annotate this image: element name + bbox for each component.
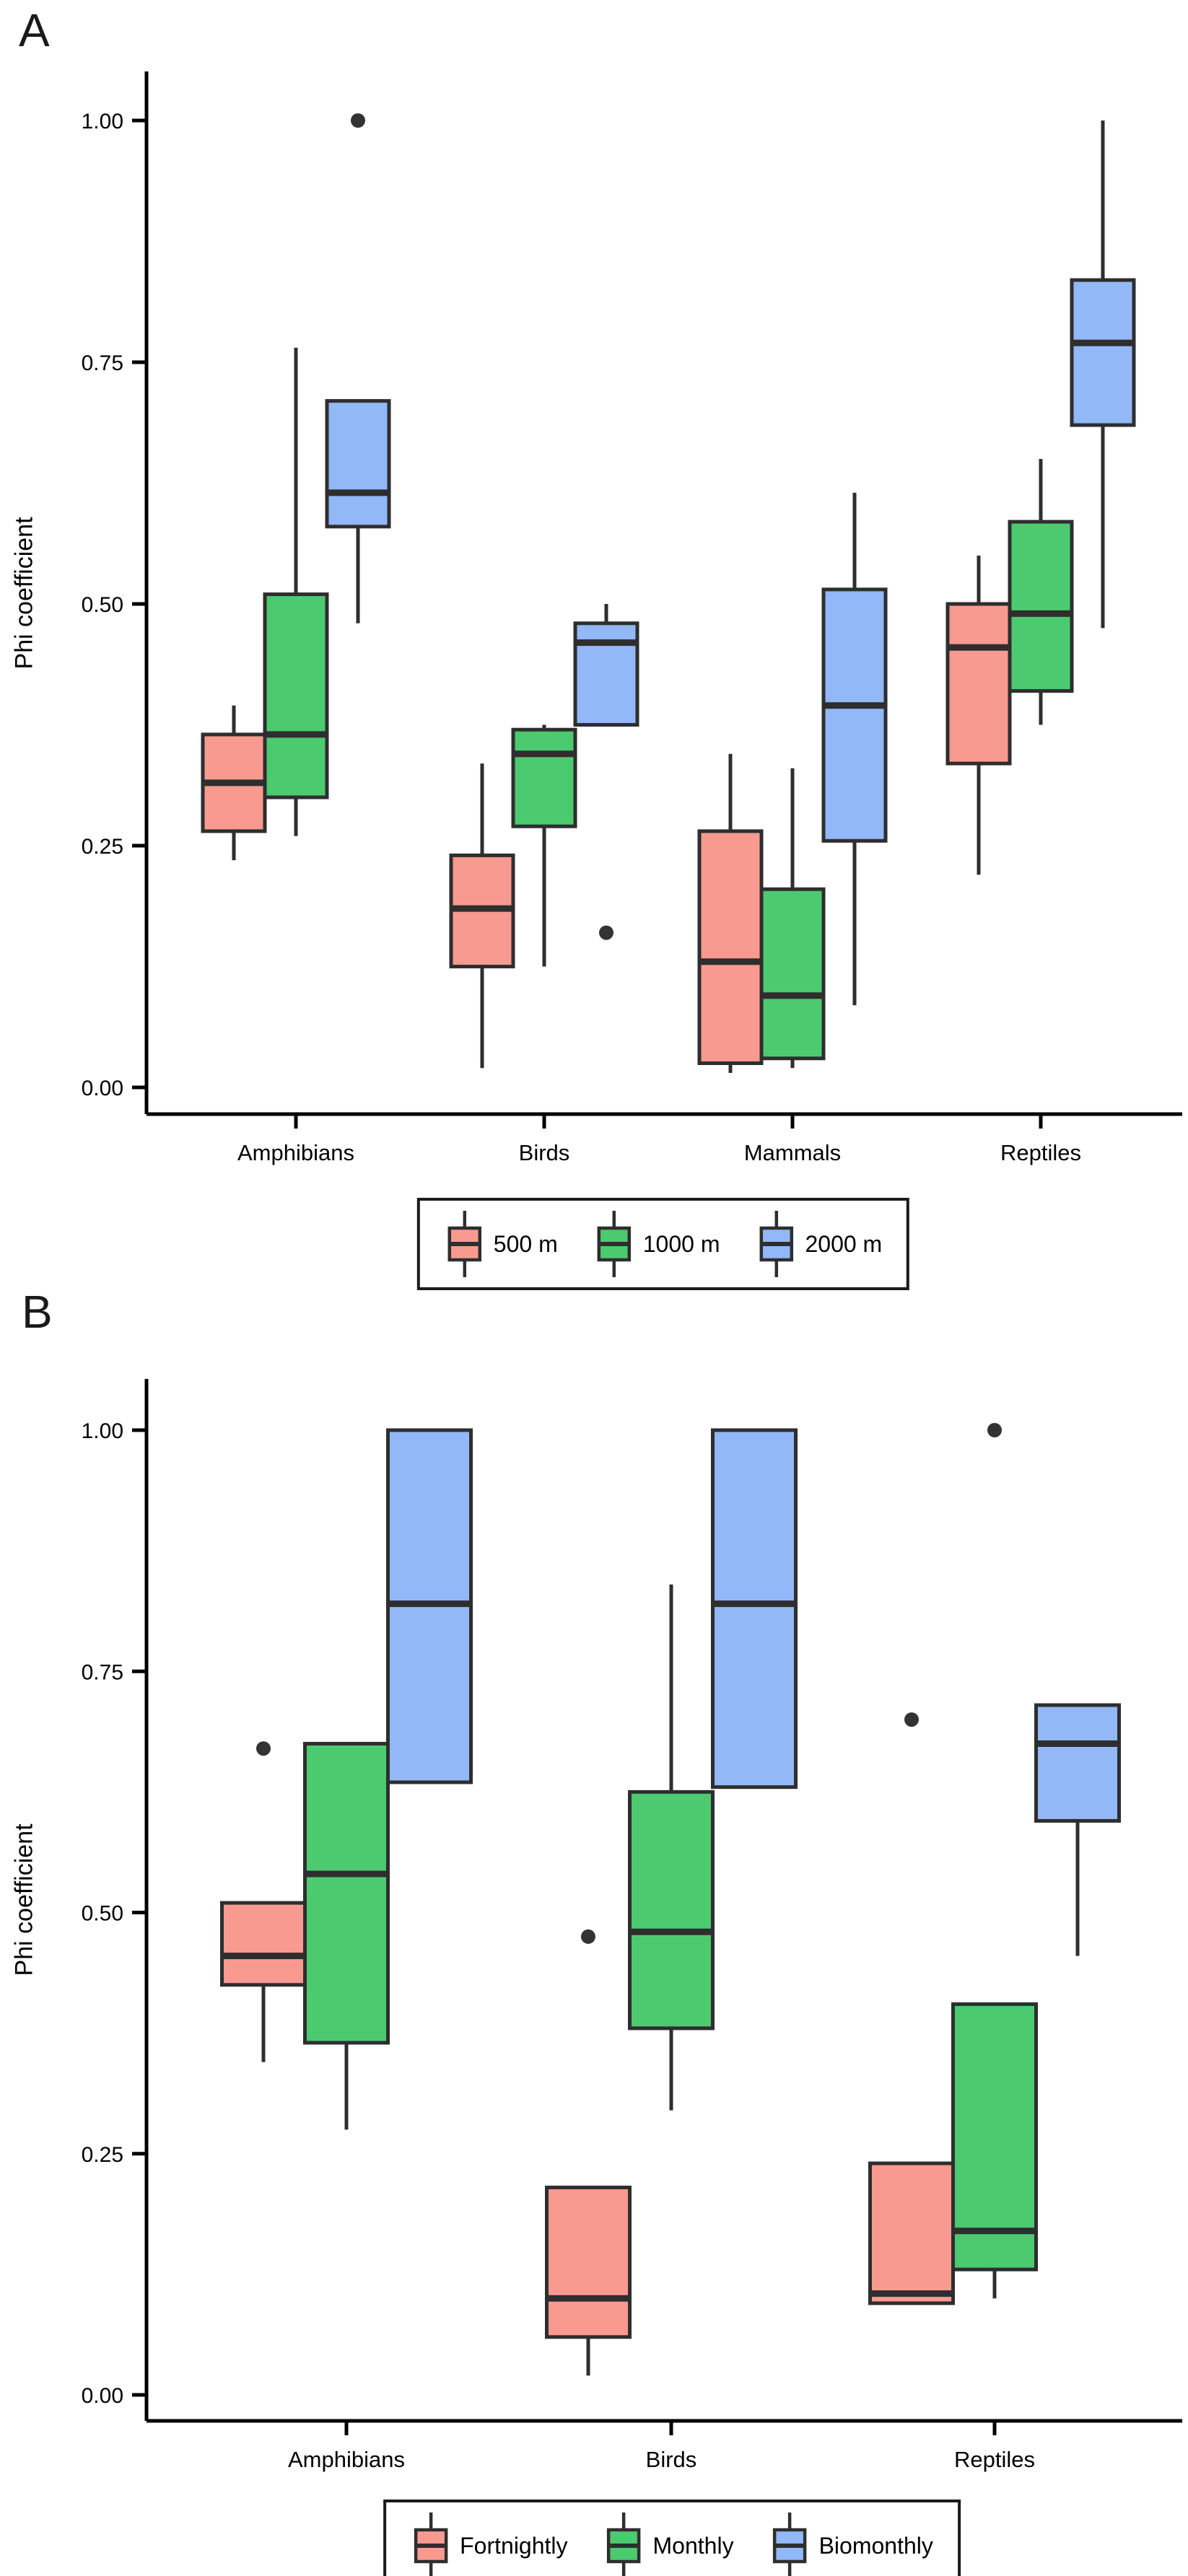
box-a-birds-1000-m-iqr-box	[513, 730, 575, 826]
box-b-amphibians-fortnightly	[222, 1741, 305, 2062]
legend-b	[383, 2500, 961, 2576]
legend-item-label: Biomonthly	[818, 2532, 933, 2559]
x-tick-label-a-reptiles: Reptiles	[1000, 1140, 1081, 1165]
box-b-reptiles-biomonthly	[1036, 1705, 1119, 1956]
y-tick-label-a-0: 0.00	[81, 1077, 123, 1100]
box-b-reptiles-monthly	[953, 1423, 1036, 2298]
x-tick-label-b-birds: Birds	[645, 2447, 697, 2472]
box-b-reptiles-biomonthly-iqr-box	[1036, 1705, 1119, 1821]
box-a-reptiles-500-m	[948, 556, 1010, 875]
box-a-mammals-1000-m	[761, 768, 824, 1068]
box-a-mammals-500-m	[699, 754, 761, 1073]
box-a-amphibians-2000-m-iqr-box	[327, 401, 389, 527]
x-tick-label-b-reptiles: Reptiles	[954, 2447, 1035, 2472]
legend-item-label: 500 m	[493, 1230, 558, 1257]
panel-b-letter: B	[22, 1286, 53, 1338]
box-a-amphibians-1000-m-iqr-box	[265, 595, 327, 797]
x-tick-label-a-amphibians: Amphibians	[237, 1140, 354, 1165]
box-a-amphibians-2000-m	[327, 113, 389, 623]
box-b-birds-biomonthly-iqr-box	[713, 1430, 796, 1787]
box-b-reptiles-fortnightly	[870, 1712, 953, 2303]
box-b-birds-monthly	[630, 1585, 713, 2111]
legend-a	[417, 1198, 909, 1290]
box-b-reptiles-monthly-outlier-0	[987, 1423, 1002, 1437]
box-a-mammals-1000-m-iqr-box	[761, 889, 824, 1059]
box-a-reptiles-1000-m	[1010, 459, 1072, 725]
legend-item-label: 1000 m	[642, 1230, 720, 1257]
x-tick-label-a-mammals: Mammals	[743, 1140, 842, 1165]
legend-item-500-m	[445, 1208, 558, 1280]
box-a-reptiles-2000-m-iqr-box	[1072, 280, 1134, 425]
legend-boxplot-key-icon	[445, 1208, 485, 1280]
y-tick-label-a-1: 0.25	[81, 835, 123, 859]
panel-a	[82, 71, 1182, 1165]
legend-item-1000-m	[594, 1208, 720, 1280]
y-tick-label-a-3: 0.75	[81, 351, 123, 375]
box-a-amphibians-2000-m-outlier-0	[351, 113, 365, 128]
box-b-reptiles-fortnightly-iqr-box	[870, 2163, 953, 2303]
box-a-mammals-500-m-iqr-box	[699, 831, 761, 1064]
y-tick-label-b-2: 0.50	[81, 1901, 123, 1926]
y-tick-label-a-2: 0.50	[81, 593, 123, 617]
box-a-amphibians-500-m	[203, 706, 265, 860]
box-a-mammals-2000-m-iqr-box	[824, 590, 886, 841]
box-b-birds-fortnightly-outlier-0	[581, 1929, 595, 1944]
y-tick-label-b-1: 0.25	[81, 2142, 123, 2167]
box-b-amphibians-fortnightly-outlier-0	[256, 1741, 271, 1756]
box-b-amphibians-biomonthly	[388, 1430, 471, 1782]
x-tick-label-a-birds: Birds	[518, 1140, 570, 1165]
legend-item-monthly	[604, 2510, 734, 2576]
box-a-amphibians-1000-m	[265, 348, 327, 836]
legend-item-fortnightly	[411, 2510, 567, 2576]
panel-b	[82, 1379, 1182, 2472]
box-a-birds-2000-m	[575, 604, 637, 940]
panel-a-letter: A	[19, 4, 51, 56]
box-b-amphibians-monthly-iqr-box	[305, 1744, 388, 2043]
box-b-birds-monthly-iqr-box	[630, 1792, 713, 2028]
legend-boxplot-key-icon	[594, 1208, 634, 1280]
box-a-reptiles-500-m-iqr-box	[948, 604, 1010, 763]
legend-boxplot-key-icon	[411, 2510, 451, 2576]
y-tick-label-b-3: 0.75	[81, 1660, 123, 1685]
legend-boxplot-key-icon	[604, 2510, 645, 2576]
y-axis-title-a: Phi coefficient	[10, 517, 38, 670]
box-a-birds-1000-m	[513, 725, 575, 967]
box-a-mammals-2000-m	[824, 493, 886, 1005]
legend-item-label: 2000 m	[805, 1230, 883, 1257]
box-b-birds-fortnightly-iqr-box	[547, 2188, 630, 2337]
legend-boxplot-key-icon	[770, 2510, 811, 2576]
y-axis-title-b: Phi coefficient	[10, 1823, 38, 1976]
legend-item-label: Fortnightly	[460, 2532, 568, 2559]
box-b-amphibians-monthly	[305, 1744, 388, 2130]
box-a-reptiles-1000-m-iqr-box	[1010, 522, 1072, 691]
box-a-birds-2000-m-iqr-box	[575, 623, 637, 725]
box-b-birds-fortnightly	[547, 1929, 630, 2375]
box-b-amphibians-fortnightly-iqr-box	[222, 1903, 305, 1985]
legend-boxplot-key-icon	[756, 1208, 796, 1280]
box-a-birds-500-m	[451, 763, 513, 1068]
box-a-birds-2000-m-outlier-0	[599, 926, 613, 940]
legend-item-label: Monthly	[652, 2532, 734, 2559]
x-tick-label-b-amphibians: Amphibians	[288, 2447, 405, 2472]
legend-item-2000-m	[756, 1208, 882, 1280]
y-tick-label-a-4: 1.00	[81, 110, 123, 133]
box-a-reptiles-2000-m	[1072, 121, 1134, 628]
box-b-reptiles-fortnightly-outlier-0	[904, 1712, 919, 1727]
box-b-birds-biomonthly	[713, 1430, 796, 1787]
y-tick-label-b-4: 1.00	[81, 1419, 123, 1443]
legend-item-biomonthly	[770, 2510, 933, 2576]
y-tick-label-b-0: 0.00	[81, 2384, 123, 2408]
